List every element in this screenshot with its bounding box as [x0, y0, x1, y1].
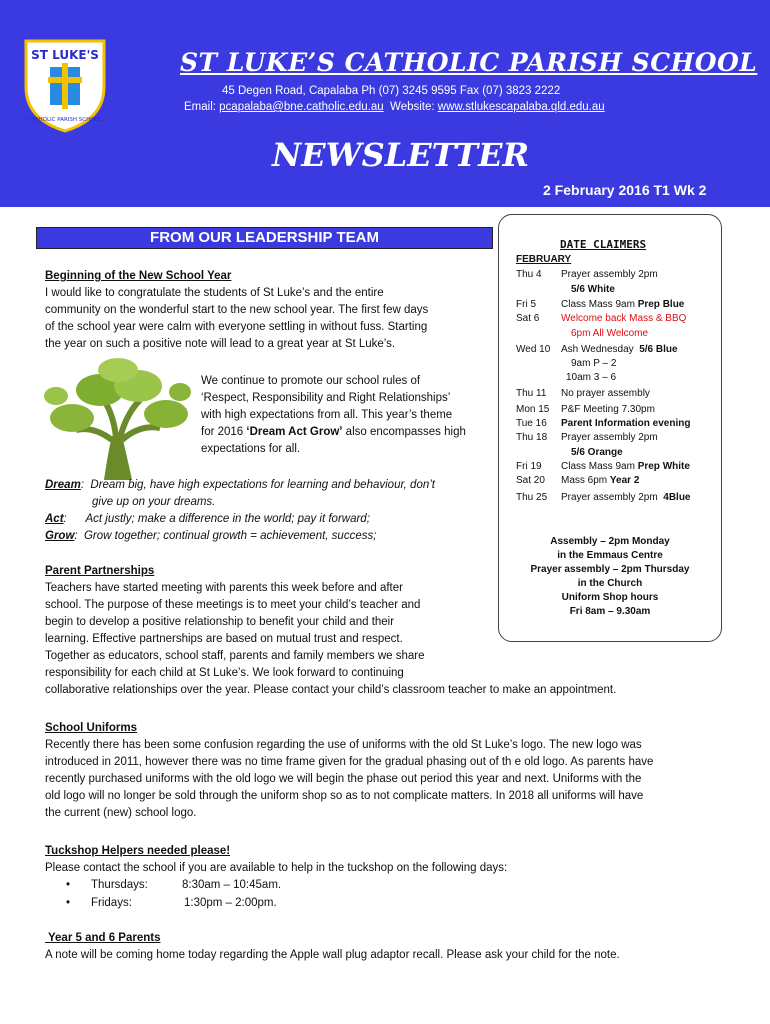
event-date: Mon 15	[516, 404, 550, 415]
svg-text:CATHOLIC PARISH SCHOOL: CATHOLIC PARISH SCHOOL	[27, 117, 103, 123]
claimers-note: Fri 8am – 9.30am	[569, 606, 651, 617]
event-date: Sat 6	[516, 313, 540, 324]
uniforms-line: recently purchased uniforms with the old logo we will begin the phase out period this year and next. Uniforms with the	[45, 773, 642, 785]
website-label: Website:	[383, 101, 438, 113]
partnerships-line: responsibility for each child at St Luke’s. We look forward to continuing	[45, 667, 404, 679]
month-label: FEBRUARY	[516, 254, 572, 265]
partnerships-line: Together as educators, school staff, parents and family members we share	[45, 650, 425, 662]
school-crest-icon	[22, 37, 108, 133]
claimers-note: Prayer assembly – 2pm Thursday	[530, 564, 690, 575]
event-text: P&F Meeting 7.30pm	[561, 404, 655, 415]
rules-line: expectations for all.	[201, 443, 301, 455]
rules-line: We continue to promote our school rules of	[201, 375, 421, 387]
rules-line: with high expectations from all. This year’s theme	[201, 409, 453, 421]
issue-date: 2 February 2016 T1 Wk 2	[543, 182, 707, 198]
date-claimers-title: DATE CLAIMERS	[560, 238, 647, 251]
event-text: Welcome back Mass & BBQ	[561, 313, 687, 324]
event-text: Class Mass 9am Prep Blue	[561, 299, 685, 310]
partnerships-title: Parent Partnerships	[45, 565, 155, 577]
uniforms-line: old logo will no longer be sold through the uniform shop so as to not complicate matters. In 2018 all uniforms will have	[45, 790, 644, 802]
year56-text: A note will be coming home today regarding the Apple wall plug adaptor recall. Please ask your child for the note.	[45, 949, 620, 961]
event-date: Fri 5	[516, 299, 536, 310]
beginning-line: community on the wonderful start to the new school year. The first few days	[45, 304, 429, 316]
event-text: 6pm All Welcome	[571, 328, 649, 339]
tuckshop-intro: Please contact the school if you are available to help in the tuckshop on the following days:	[45, 862, 508, 874]
tuckshop-day: Thursdays:	[91, 879, 148, 891]
claimers-note: Assembly – 2pm Monday	[550, 536, 670, 547]
rules-line: for 2016 ‘Dream Act Grow’ also encompasses high	[201, 426, 466, 438]
partnerships-line: begin to develop a positive relationship to benefit your child and their	[45, 616, 395, 628]
bullet-icon: •	[66, 879, 71, 891]
tuckshop-time: 1:30pm – 2:00pm.	[184, 897, 277, 909]
theme-name: ‘Dream Act Grow’	[246, 426, 343, 438]
school-address: 45 Degen Road, Capalaba Ph (07) 3245 9595 Fax (07) 3823 2222	[222, 85, 561, 97]
dream-line: Dream: Dream big, have high expectations for learning and behaviour, don’t	[45, 479, 435, 491]
grow-line: Grow: Grow together; continual growth = achievement, success;	[45, 530, 377, 542]
newsletter-title: NEWSLETTER	[272, 136, 530, 174]
email-label: Email:	[184, 101, 220, 113]
uniforms-line: the current (new) school logo.	[45, 807, 197, 819]
claimers-note: in the Church	[577, 578, 643, 589]
contact-line	[184, 101, 605, 113]
beginning-line: the year on such a positive note will lead to a great year at St Luke’s.	[45, 338, 396, 350]
rules-line: ‘Respect, Responsibility and Right Relationships’	[201, 392, 451, 404]
website-link[interactable]: www.stlukescapalaba.qld.edu.au	[437, 101, 605, 113]
event-text: 10am 3 – 6	[566, 372, 617, 383]
event-text: 5/6 White	[571, 284, 615, 295]
bullet-icon: •	[66, 897, 71, 909]
uniforms-title: School Uniforms	[45, 722, 138, 734]
uniforms-line: introduced in 2011, however there was no time frame given for the gradual phasing out of th e old logo. As parents have	[45, 756, 654, 768]
event-date: Fri 19	[516, 461, 542, 472]
event-text: Mass 6pm Year 2	[561, 475, 640, 486]
event-text: Class Mass 9am Prep White	[561, 461, 690, 472]
svg-text:ST LUKE'S: ST LUKE'S	[31, 48, 99, 62]
year56-title: Year 5 and 6 Parents	[45, 932, 161, 944]
tuckshop-day: Fridays:	[91, 897, 132, 909]
uniforms-line: Recently there has been some confusion regarding the use of uniforms with the old St Luke’s logo. The new logo was	[45, 739, 642, 751]
event-date: Thu 25	[516, 492, 548, 503]
tree-icon	[42, 356, 192, 480]
dream-line-2: give up on your dreams.	[92, 496, 216, 508]
event-text: No prayer assembly	[561, 388, 650, 399]
event-text: Parent Information evening	[561, 418, 691, 429]
tuckshop-title: Tuckshop Helpers needed please!	[45, 845, 231, 857]
event-date: Thu 18	[516, 432, 548, 443]
event-text: 5/6 Orange	[571, 447, 623, 458]
act-line: Act: Act justly; make a difference in the world; pay it forward;	[45, 513, 370, 525]
event-date: Thu 11	[516, 388, 547, 399]
partnerships-line: collaborative relationships over the year. Please contact your child’s classroom teacher to make an appointment.	[45, 684, 617, 696]
event-text: Prayer assembly 2pm	[561, 269, 658, 280]
email-link[interactable]: pcapalaba@bne.catholic.edu.au	[219, 101, 384, 113]
partnerships-line: school. The purpose of these meetings is to meet your child’s teacher and	[45, 599, 421, 611]
partnerships-line: learning. Effective partnerships are based on mutual trust and respect.	[45, 633, 403, 645]
claimers-note: Uniform Shop hours	[561, 592, 659, 603]
event-date: Tue 16	[516, 418, 547, 429]
event-text: Ash Wednesday 5/6 Blue	[561, 344, 678, 355]
event-text: 9am P – 2	[571, 358, 617, 369]
beginning-line: I would like to congratulate the students of St Luke’s and the entire	[45, 287, 384, 299]
event-date: Sat 20	[516, 475, 545, 486]
event-text: Prayer assembly 2pm 4Blue	[561, 492, 691, 503]
tuckshop-time: 8:30am – 10:45am.	[182, 879, 282, 891]
school-name: ST LUKE’S CATHOLIC PARISH SCHOOL	[180, 48, 758, 77]
event-date: Thu 4	[516, 269, 542, 280]
event-date: Wed 10	[516, 344, 551, 355]
beginning-title: Beginning of the New School Year	[45, 270, 232, 282]
event-text: Prayer assembly 2pm	[561, 432, 658, 443]
beginning-line: of the school year were calm with everyone settling in without fuss. Starting	[45, 321, 428, 333]
claimers-note: in the Emmaus Centre	[557, 550, 663, 561]
leadership-heading: FROM OUR LEADERSHIP TEAM	[36, 227, 493, 249]
partnerships-line: Teachers have started meeting with parents this week before and after	[45, 582, 403, 594]
